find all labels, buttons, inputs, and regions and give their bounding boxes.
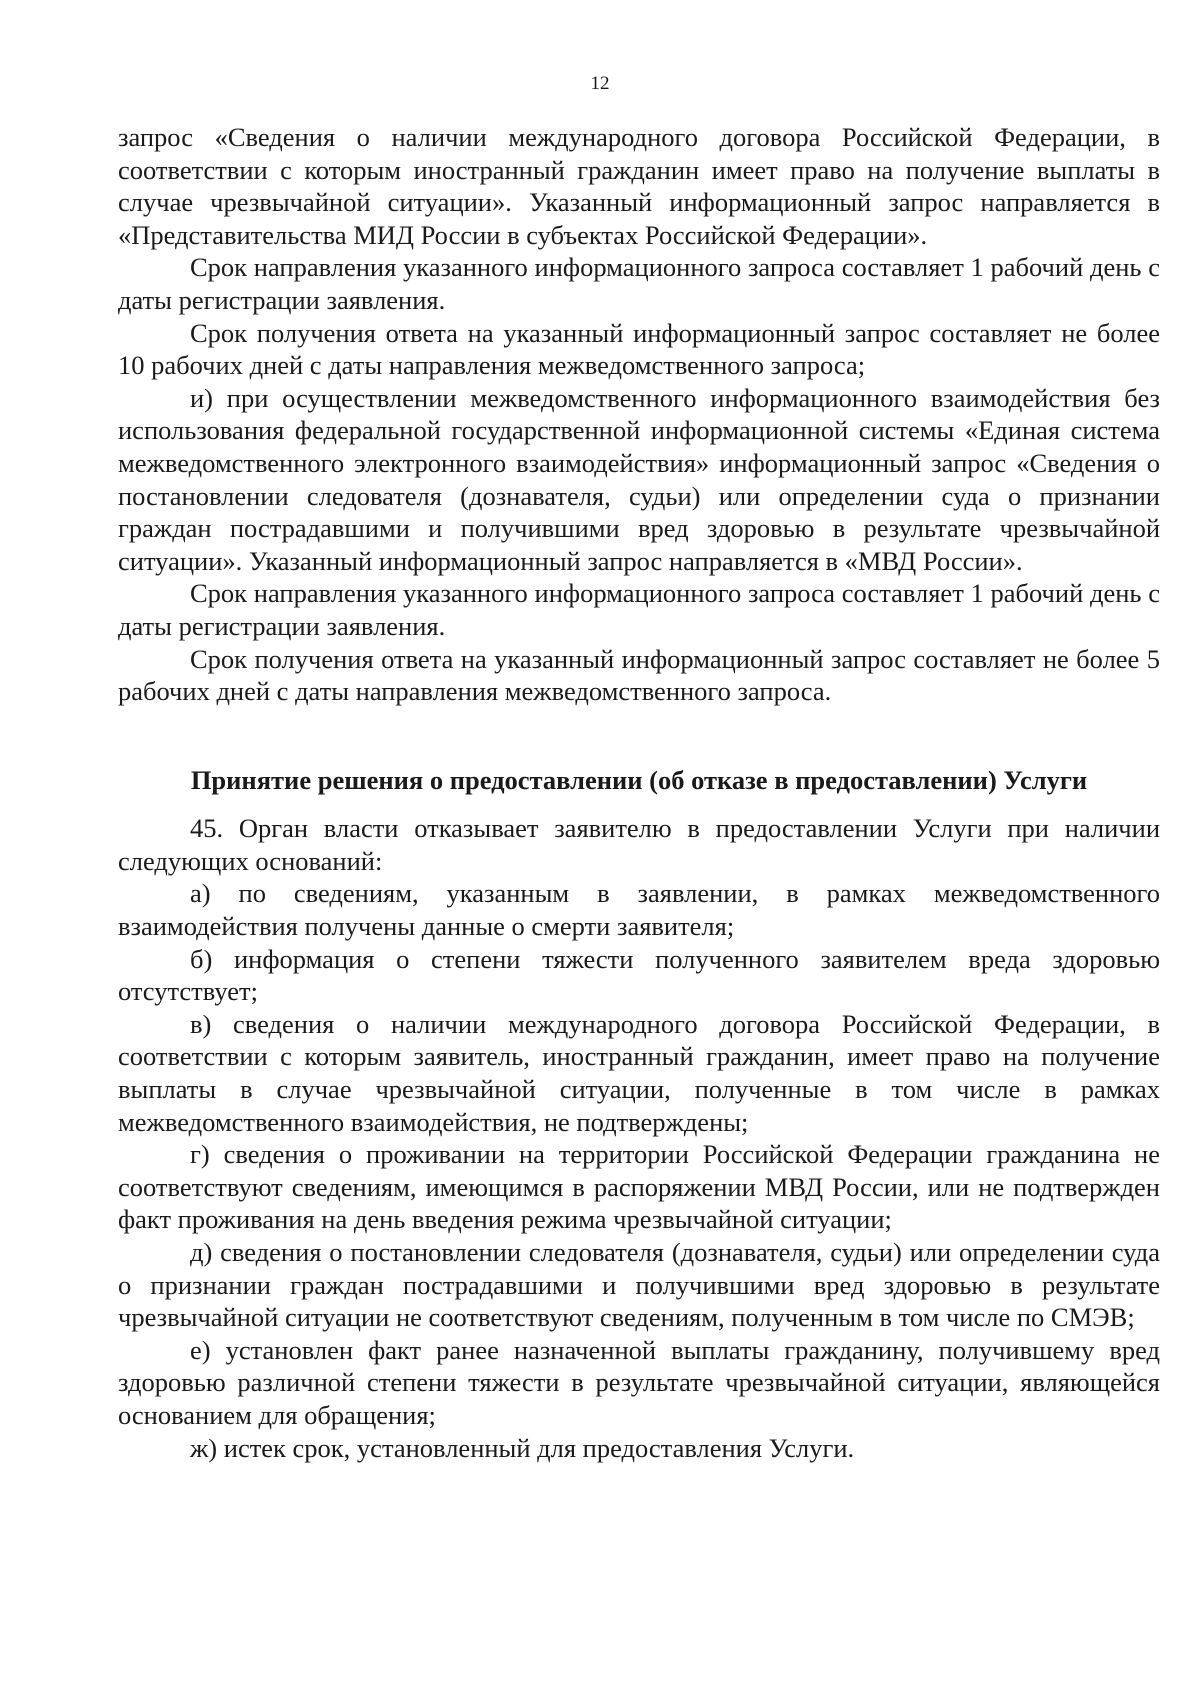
paragraph-request-deadline-2: Срок направления указанного информационного запроса составляет 1 рабочий день с даты регистрации заявления. <box>118 578 1160 641</box>
document-body <box>118 121 1160 1464</box>
list-item-e: е) установлен факт ранее назначенной выплаты гражданину, получившему вред здоровью различной степени тяжести в результате чрезвычайной ситуации, являющейся основанием для обращения; <box>118 1334 1160 1430</box>
list-item-v: в) сведения о наличии международного договора Российской Федерации, в соответствии с которым заявитель, иностранный гражданин, имеет право на получение выплаты в случае чрезвычайной ситуации, полученные в том числе в рамках межведомственного взаимодействия, не подтверждены; <box>118 1008 1160 1137</box>
list-item-b: б) информация о степени тяжести полученного заявителем вреда здоровью отсутствует; <box>118 943 1160 1007</box>
page-number: 12 <box>590 73 610 94</box>
list-item-zh: ж) истек срок, установленный для предоставления Услуги. <box>190 1432 855 1463</box>
list-item-d: д) сведения о постановлении следователя (дознавателя, судьи) или определении суда о признании граждан пострадавшими и получившими вред здоровью в результате чрезвычайной ситуации не соответствуют сведениям, полученным в том числе по СМЭВ; <box>118 1237 1160 1333</box>
paragraph-response-deadline: Срок получения ответа на указанный информационный запрос составляет не более 10 рабочих дней с даты направления межведомственного запроса; <box>118 317 1160 381</box>
paragraph-request-deadline: Срок направления указанного информационного запроса составляет 1 рабочий день с даты регистрации заявления. <box>118 252 1160 315</box>
paragraph-clause-45: 45. Орган власти отказывает заявителю в предоставлении Услуги при наличии следующих оснований: <box>118 813 1160 876</box>
paragraph-request-treaty: запрос «Сведения о наличии международного договора Российской Федерации, в соответствии с которым иностранный гражданин имеет право на получение выплаты в случае чрезвычайной ситуации». Указанный информационный запрос направляется в «Представительства МИД России в субъектах Российской Федерации». <box>118 122 1160 250</box>
section-heading: Принятие решения о предоставлении (об отказе в предоставлении) Услуги <box>190 764 1088 795</box>
paragraph-item-i: и) при осуществлении межведомственного информационного взаимодействия без использования федеральной государственной информационной системы «Единая система межведомственного электронного взаимодействия» информационный запрос «Сведения о постановлении следователя (дознавателя, судьи) или определении суда о признании граждан пострадавшими и получившими вред здоровью в результате чрезвычайной ситуации». Указанный информационный запрос направляется в «МВД России». <box>118 382 1160 576</box>
list-item-g: г) сведения о проживании на территории Российской Федерации гражданина не соответствуют сведениям, имеющимся в распоряжении МВД России, или не подтвержден факт проживания на день введения режима чрезвычайной ситуации; <box>118 1139 1160 1235</box>
paragraph-response-deadline-2: Срок получения ответа на указанный информационный запрос составляет не более 5 рабочих дней с даты направления межведомственного запроса. <box>118 643 1160 707</box>
list-item-a: а) по сведениям, указанным в заявлении, в рамках межведомственного взаимодействия получены данные о смерти заявителя; <box>118 878 1160 942</box>
